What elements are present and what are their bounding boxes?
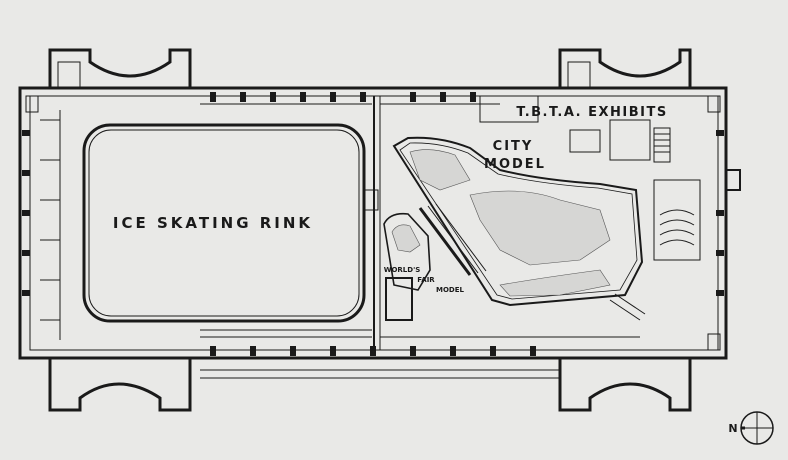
worlds-fair-label-line3: MODEL (436, 286, 464, 294)
north-arrow-icon (741, 412, 773, 444)
lower-corridor (200, 330, 640, 378)
worlds-fair-label-line2: FAIR (417, 276, 435, 284)
worlds-fair-label-line1: WORLD'S (383, 266, 421, 274)
north-label: N (728, 422, 738, 435)
city-model-label-line2: MODEL (484, 157, 546, 172)
ice-skating-rink-label: ICE SKATING RINK (112, 214, 314, 232)
worlds-fair-water (392, 225, 420, 252)
auditorium (610, 180, 700, 320)
city-model-label-line1: CITY (492, 139, 534, 154)
left-bays (40, 110, 60, 340)
tbta-exhibits-label: T.B.T.A. EXHIBITS (516, 105, 668, 120)
central-divider (364, 96, 412, 350)
